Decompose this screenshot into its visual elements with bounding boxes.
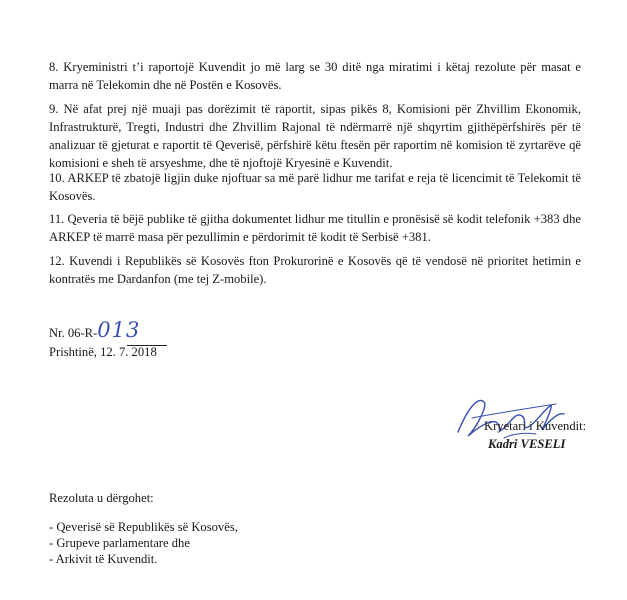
distribution-heading: Rezoluta u dërgohet: <box>49 491 154 505</box>
distribution-item: - Grupeve parlamentare dhe <box>49 536 190 550</box>
paragraph-8: 8. Kryeministri t’i raportojë Kuvendit jo më larg se 30 ditë nga miratimi i këtaj rezolute për masat e marra në Telekomin dhe në Postën e Kosovës. <box>49 60 581 92</box>
paragraph-12: 12. Kuvendi i Republikës së Kosovës fton Prokurorinë e Kosovës që të vendosë në prioritet hetimin e kontratës me Dardanfon (me tej Z-mobile). <box>49 254 581 286</box>
paragraph-10: 10. ARKEP të zbatojë ligjin duke njoftuar sa më parë lidhur me tarifat e reja të licencimit të Telekomit të Kosovës. <box>49 171 581 203</box>
reference-number <box>49 318 141 342</box>
paragraph-9: 9. Në afat prej një muaji pas dorëzimit të raportit, sipas pikës 8, Komisioni për Zhvillim Ekonomik, Infrastrukturë, Tregti, Industri dhe Zhvillim Rajonal të ndërmarrë një shqyrtim gjithëpërfshirës për të analizuar të gjeturat e raportit të Qeverisë, përfshirë këtu ftesën për raportim në komision të zyrtarëve që komisioni e sheh të arsyeshme, dhe të njoftojë Kryesinë e Kuvendit. <box>49 102 581 170</box>
handwritten-number: 013 <box>97 318 141 342</box>
distribution-item: - Qeverisë së Republikës së Kosovës, <box>49 520 238 534</box>
reference-prefix: Nr. 06-R- <box>49 326 98 340</box>
distribution-item: - Arkivit të Kuvendit. <box>49 552 158 566</box>
signatory-title: Kryetari i Kuvendit: <box>484 419 587 433</box>
place-date: Prishtinë, 12. 7. 2018 <box>49 345 157 359</box>
signatory-name: Kadri VESELI <box>488 437 566 451</box>
paragraph-11: 11. Qeveria të bëjë publike të gjitha dokumentet lidhur me titullin e pronësisë së kodit telefonik +383 dhe ARKEP të marrë masa për pezullimin e përdorimit të kodit të Serbisë +381. <box>49 212 581 244</box>
